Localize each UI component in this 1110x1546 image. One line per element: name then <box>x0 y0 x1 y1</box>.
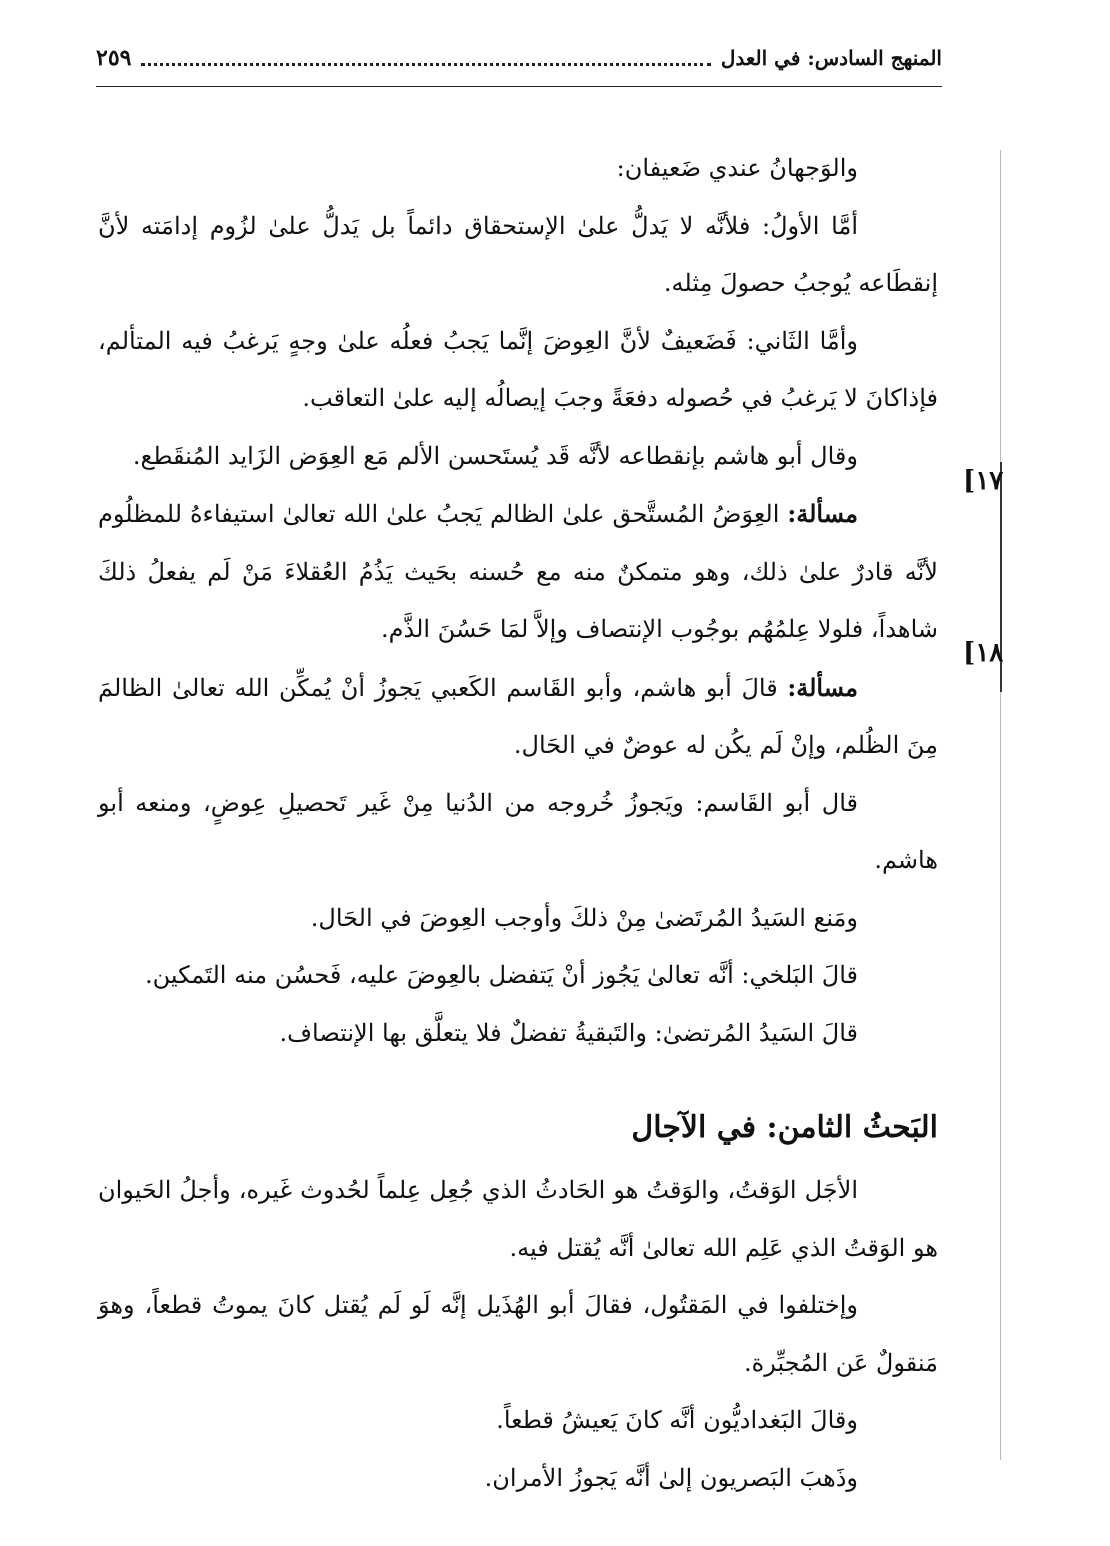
paragraph: قال أبو القَاسم: ويَجوزُ خُروجه من الدُنيا مِنْ غَير تَحصيلِ عِوضٍ، ومنعه أبو هاشم. <box>98 788 938 874</box>
chapter-title: المنهج السادس: في العدل <box>720 46 942 70</box>
paragraph: والوَجهانُ عندي ضَعيفان: <box>616 154 858 182</box>
paragraph: وإختلفوا في المَقتُول، فقالَ أبو الهُذَيل إنَّه لَو لَم يُقتل كانَ يموتُ قطعاً، وهوَ مَنقولٌ عَن المُجبِّرة. <box>98 1291 938 1377</box>
issue-label: مسألة: <box>787 499 859 528</box>
issue-text: قالَ أبو هاشم، وأبو القَاسم الكَعبي يَجوزُ أنْ يُمكِّن الله تعالىٰ الظالمَ مِنَ الظُلم، وإنْ لَم يكُن له عوضٌ في الحَال. <box>98 673 938 759</box>
paragraph: وقال أبو هاشم بإنقطاعه لأنَّه قَد يُستَحسن الألم مَع العِوَض الزَايد المُنقَطع. <box>132 441 858 470</box>
page-number: ٢٥٩ <box>96 45 132 71</box>
paragraph-issue <box>98 485 938 659</box>
paragraph: قالَ البَلخي: أنَّه تعالىٰ يَجُوز أنْ يَتفضل بالعِوضَ عليه، فَحسُن منه التَمكين. <box>144 961 858 989</box>
paragraph: ومَنع السَيدُ المُرتَضىٰ مِنْ ذلكَ وأوجب العِوضَ في الحَال. <box>310 903 858 932</box>
section-heading: البَحثُ الثامن: في الآجال <box>631 1110 938 1145</box>
paragraph: الأجَل الوَقتُ، والوَقتُ هو الحَادثُ الذي جُعِل عِلماً لحُدوث غَيره، وأجلُ الحَيوان هو الوَقتُ الذي عَلِم الله تعالىٰ أنَّه يُقتل فيه. <box>98 1176 938 1262</box>
issue-text: العِوَضُ المُستَّحق علىٰ الظالم يَجبُ علىٰ الله تعالىٰ استيفاءهُ للمظلُوم لأنَّه قادرٌ علىٰ ذلك، وهو متمكنٌ منه مع حُسنه بحَيث يَذُمُ العُقلاءَ مَنْ لَم يفعلُ ذلكَ شاهداً، فلولا عِلمُهُم بوجُوب الإنتصاف وإلاَّ لمَا حَسُنَ الذَّم. <box>98 500 938 643</box>
paragraph: وذَهبَ البَصريون إلىٰ أنَّه يَجوزُ الأمران. <box>484 1463 858 1492</box>
header-leader-dots <box>141 63 710 66</box>
paragraph-number-17: [١٧ <box>963 466 1004 496</box>
paragraph: وقالَ البَغداديُّون أنَّه كانَ يَعيشُ قطعاً. <box>496 1406 858 1434</box>
paragraph: وأمَّا الثَاني: فَضَعيفٌ لأنَّ العِوضَ إنَّما يَجبُ فعلُه علىٰ وجهٍ يَرغبُ فيه المتألم، فإذاكانَ لا يَرغبُ في حُصوله دفعَةً وجبَ إيصالُه إليه علىٰ التعاقب. <box>98 326 938 412</box>
paragraph: أمَّا الأولُ: فلأنَّه لا يَدلُّ علىٰ الإستحقاق دائماً بل يَدلُّ علىٰ لزُوم إدامَته لأنَّ إنقطَاعه يُوجبُ حصولَ مِثله. <box>98 211 938 297</box>
paragraph: قالَ السَيدُ المُرتضىٰ: والتَبقيةُ تفضلٌ فلا يتعلَّق بها الإنتصاف. <box>279 1018 858 1047</box>
issue-label: مسألة: <box>787 672 858 702</box>
margin-rule <box>1000 150 1001 1460</box>
running-header <box>96 38 942 78</box>
body-text <box>98 140 938 1507</box>
paragraph-issue <box>98 659 938 775</box>
paragraph-number-18: [١٨ <box>963 638 1004 668</box>
header-rule <box>96 86 942 87</box>
